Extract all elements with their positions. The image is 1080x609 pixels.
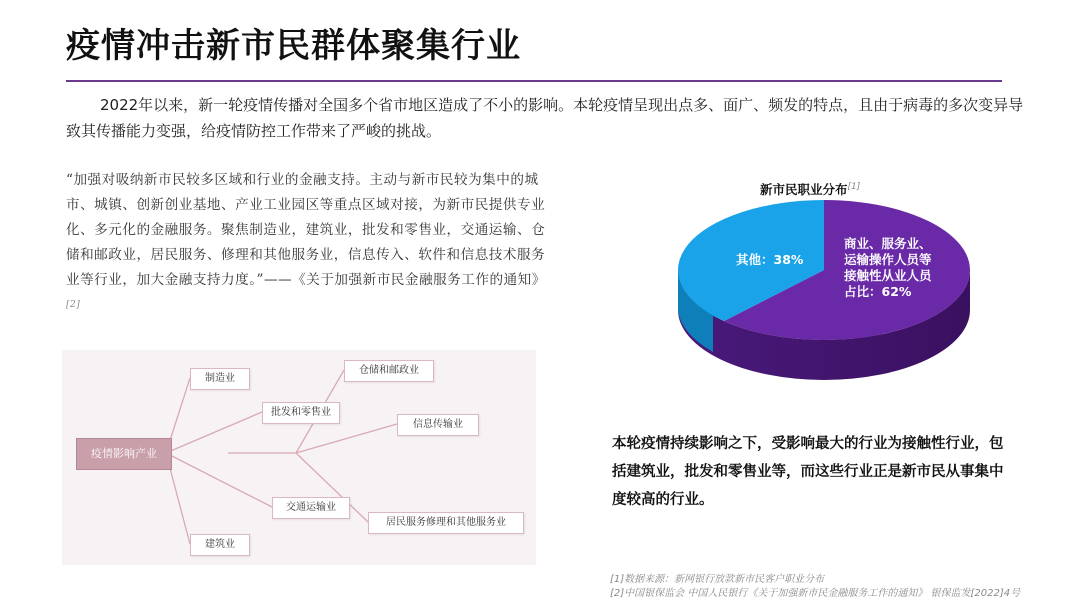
- page-title: 疫情冲击新市民群体聚集行业: [66, 26, 521, 66]
- connector-info: [296, 424, 397, 453]
- mindmap-root: 疫情影响产业: [76, 438, 172, 470]
- node-storage: 仓储和邮政业: [344, 360, 434, 382]
- connector-wholesale: [166, 412, 262, 453]
- footnote-2: [2]中国银保监会 中国人民银行《关于加强新市民金融服务工作的通知》 银保监发[2022]4号: [610, 588, 1021, 599]
- intro-paragraph: 2022年以来，新一轮疫情传播对全国多个省市地区造成了不小的影响。本轮疫情呈现出点多、面广、频发的特点，且由于病毒的多次变异导致其传播能力变强，给疫情防控工作带来了严峻的挑战。: [66, 96, 1024, 140]
- node-construction: 建筑业: [190, 534, 250, 556]
- pie-label-main-line: 接触性从业人员: [844, 268, 932, 283]
- quote-reference: [2]: [66, 300, 81, 310]
- pie-label-main-line: 占比：62%: [844, 284, 912, 299]
- pie-label-other: 其他：38%: [736, 252, 804, 267]
- pie-label-main-line: 商业、服务业、: [844, 236, 932, 251]
- summary-text: 本轮疫情持续影响之下，受影响最大的行业为接触性行业，包括建筑业，批发和零售业等，而这些行业正是新市民从事集中度较高的行业。: [612, 436, 1004, 508]
- chart-title: 新市民职业分布[1]: [760, 181, 861, 197]
- footnote-1: [1]数据来源：新网银行放款新市民客户职业分布: [610, 574, 825, 585]
- footnotes: [610, 573, 1020, 601]
- policy-quote: [66, 168, 550, 322]
- title-divider: [66, 80, 1002, 82]
- node-wholesale: 批发和零售业: [262, 402, 340, 424]
- node-info: 信息传输业: [397, 414, 479, 436]
- node-manufacturing: 制造业: [190, 368, 250, 390]
- industry-mindmap: [62, 350, 536, 565]
- node-transport: 交通运输业: [272, 497, 350, 519]
- quote-text: “加强对吸纳新市民较多区域和行业的金融支持。主动与新市民较为集中的城市、城镇、创新创业基地、产业工业园区等重点区域对接，为新市民提供专业化、多元化的金融服务。聚焦制造业，建筑业，批发和零售业，交通运输、仓储和邮政业，居民服务、修理和其他服务业，信息传入、软件和信息技术服务业等行业，加大金融支持力度。”——《关于加强新市民金融服务工作的通知》: [66, 172, 546, 288]
- connector-transport: [166, 453, 272, 507]
- pie-label-main-line: 运输操作人员等: [844, 252, 932, 267]
- node-resident: 居民服务修理和其他服务业: [368, 512, 524, 534]
- occupation-pie-chart: [668, 200, 980, 400]
